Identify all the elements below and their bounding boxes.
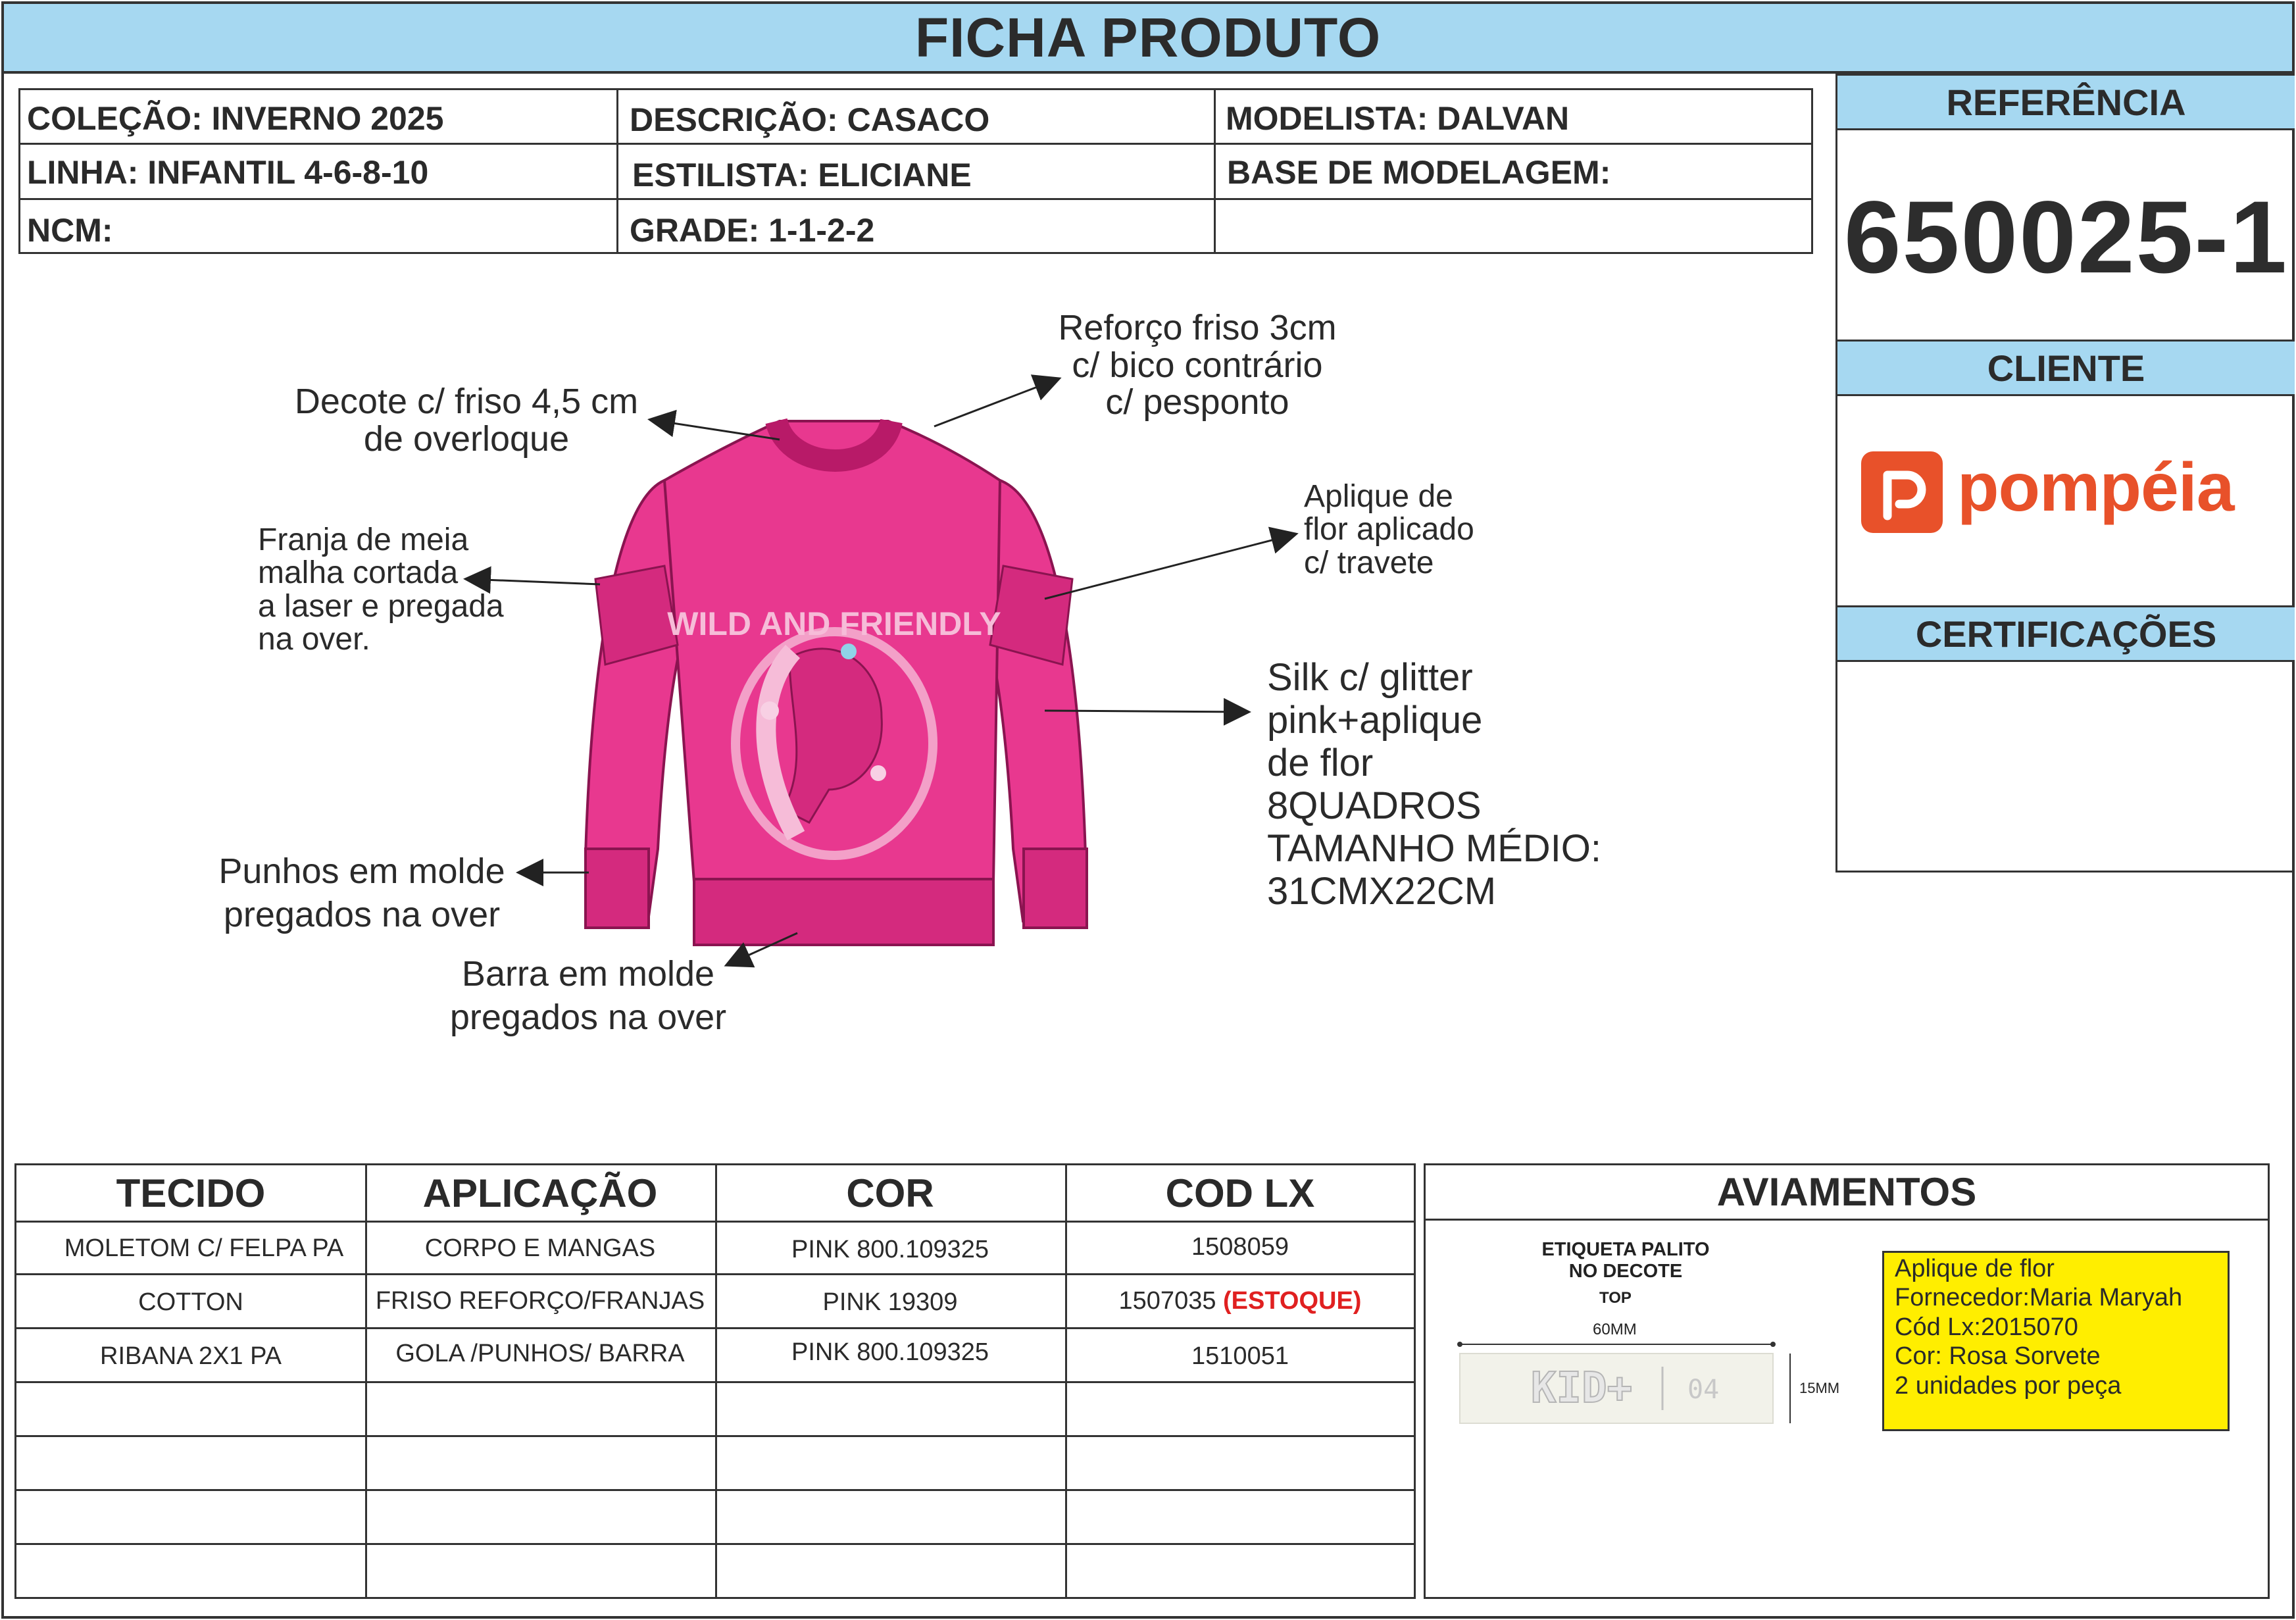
tag-title xyxy=(1520,1239,1731,1282)
base-modelagem-field: BASE DE MODELAGEM: xyxy=(1227,154,1611,191)
dimension-point xyxy=(1770,1342,1776,1347)
descricao-field: DESCRIÇÃO: CASACO xyxy=(630,101,990,138)
annotation-line: Franja de meia xyxy=(258,522,469,557)
note-line: Aplique de flor xyxy=(1895,1255,2055,1282)
annotation-line: de flor xyxy=(1267,741,1374,784)
estilista-field: ESTILISTA: ELICIANE xyxy=(632,157,972,193)
annotation-line: pink+aplique xyxy=(1267,698,1483,742)
annotation-line: pregados na over xyxy=(223,894,501,934)
linha-field: LINHA: INFANTIL 4-6-8-10 xyxy=(27,154,429,191)
flower-print xyxy=(870,765,886,781)
annotation-line: 31CMX22CM xyxy=(1267,869,1497,913)
annotation-line: Silk c/ glitter xyxy=(1267,656,1473,699)
note-line: Cód Lx:2015070 xyxy=(1895,1313,2078,1341)
table-cell: PINK 19309 xyxy=(822,1288,958,1316)
table-cell: 1510051 xyxy=(1191,1342,1289,1370)
tag-sample xyxy=(1452,1338,1807,1436)
table-cell: GOLA /PUNHOS/ BARRA xyxy=(395,1339,685,1367)
annotation-punhos xyxy=(191,850,533,937)
annotation-line: TAMANHO MÉDIO: xyxy=(1267,826,1602,870)
table-cell xyxy=(1065,1275,1415,1327)
table-cell: PINK 800.109325 xyxy=(791,1338,989,1366)
column-header-cod: COD LX xyxy=(1165,1171,1315,1215)
tag-brand: KID+ xyxy=(1531,1364,1633,1413)
right-cuff xyxy=(1024,849,1087,928)
modelista-field: MODELISTA: DALVAN xyxy=(1226,100,1570,137)
annotation-reforco xyxy=(1039,309,1355,421)
note-line: Fornecedor:Maria Maryah xyxy=(1895,1284,2183,1312)
annotation-line: de overloque xyxy=(363,418,570,459)
tag-top-label: TOP xyxy=(1599,1289,1632,1307)
column-header-aplicacao: APLICAÇÃO xyxy=(422,1171,658,1215)
annotation-line: Reforço friso 3cm xyxy=(1058,308,1337,347)
ncm-field: NCM: xyxy=(27,212,113,249)
tag-title-line: NO DECOTE xyxy=(1568,1261,1683,1282)
table-cell: PINK 800.109325 xyxy=(791,1235,989,1263)
flower-print xyxy=(841,644,857,659)
column-header-tecido: TECIDO xyxy=(116,1171,266,1215)
grade-field: GRADE: 1-1-2-2 xyxy=(630,212,875,249)
annotation-line: 8QUADROS xyxy=(1267,784,1482,827)
annotation-franja xyxy=(258,524,504,657)
cliente-label: CLIENTE xyxy=(1987,347,2145,389)
referencia-label: REFERÊNCIA xyxy=(1946,81,2186,123)
table-cell: CORPO E MANGAS xyxy=(424,1234,656,1262)
annotation-line: c/ pesponto xyxy=(1105,382,1289,422)
annotation-silk xyxy=(1267,657,1601,913)
dimension-point xyxy=(1457,1342,1462,1347)
annotation-decote xyxy=(279,383,654,457)
note-line: 2 unidades por peça xyxy=(1895,1371,2122,1400)
annotation-line: c/ bico contrário xyxy=(1072,345,1323,385)
flower-print xyxy=(761,701,779,720)
tag-number: 04 xyxy=(1687,1375,1720,1405)
hem-band xyxy=(694,879,993,945)
annotation-line: Decote c/ friso 4,5 cm xyxy=(294,382,639,421)
arrow-aplique xyxy=(1045,534,1295,599)
annotation-line: malha cortada xyxy=(258,555,459,591)
table-cell: 1508059 xyxy=(1191,1232,1289,1261)
page-title: FICHA PRODUTO xyxy=(914,6,1382,68)
annotation-line: Barra em molde xyxy=(461,954,715,994)
annotation-line: Punhos em molde xyxy=(218,851,505,891)
annotation-line: a laser e pregada xyxy=(258,588,504,624)
estoque-flag: (ESTOQUE) xyxy=(1223,1286,1362,1315)
aviamentos-title: AVIAMENTOS xyxy=(1426,1165,2268,1221)
sweatshirt-drawing xyxy=(586,421,1087,945)
annotation-line: Aplique de xyxy=(1304,479,1453,514)
left-cuff xyxy=(586,849,649,928)
annotation-aplique xyxy=(1304,480,1474,580)
table-cell: MOLETOM C/ FELPA PA xyxy=(64,1234,344,1262)
annotation-line: na over. xyxy=(258,622,370,657)
table-cell: RIBANA 2X1 PA xyxy=(100,1342,282,1370)
note-line: Cor: Rosa Sorvete xyxy=(1895,1342,2101,1371)
table-cell: COTTON xyxy=(138,1288,243,1316)
aviamentos-panel xyxy=(1424,1163,2270,1599)
materials-table xyxy=(14,1163,1416,1599)
arrow-silk xyxy=(1045,711,1247,712)
aplique-note xyxy=(1882,1251,2230,1431)
annotation-line: c/ travete xyxy=(1304,545,1434,580)
print-slogan: WILD AND FRIENDLY xyxy=(667,605,1001,642)
table-cell: FRISO REFORÇO/FRANJAS xyxy=(375,1286,705,1315)
cod-value: 1507035 xyxy=(1118,1286,1216,1315)
reference-number: 650025-1 xyxy=(1843,180,2289,295)
annotation-barra xyxy=(417,953,759,1040)
certificacoes-label: CERTIFICAÇÕES xyxy=(1915,613,2217,655)
annotation-line: pregados na over xyxy=(449,997,727,1037)
colecao-field: COLEÇÃO: INVERNO 2025 xyxy=(27,100,444,137)
client-logo-text: pompéia xyxy=(1957,449,2234,526)
tag-width-label: 60MM xyxy=(1593,1321,1637,1338)
column-header-cor: COR xyxy=(846,1171,934,1215)
tag-title-line: ETIQUETA PALITO xyxy=(1541,1239,1710,1260)
tag-height-label: 15MM xyxy=(1799,1380,1840,1396)
annotation-line: flor aplicado xyxy=(1304,512,1474,547)
